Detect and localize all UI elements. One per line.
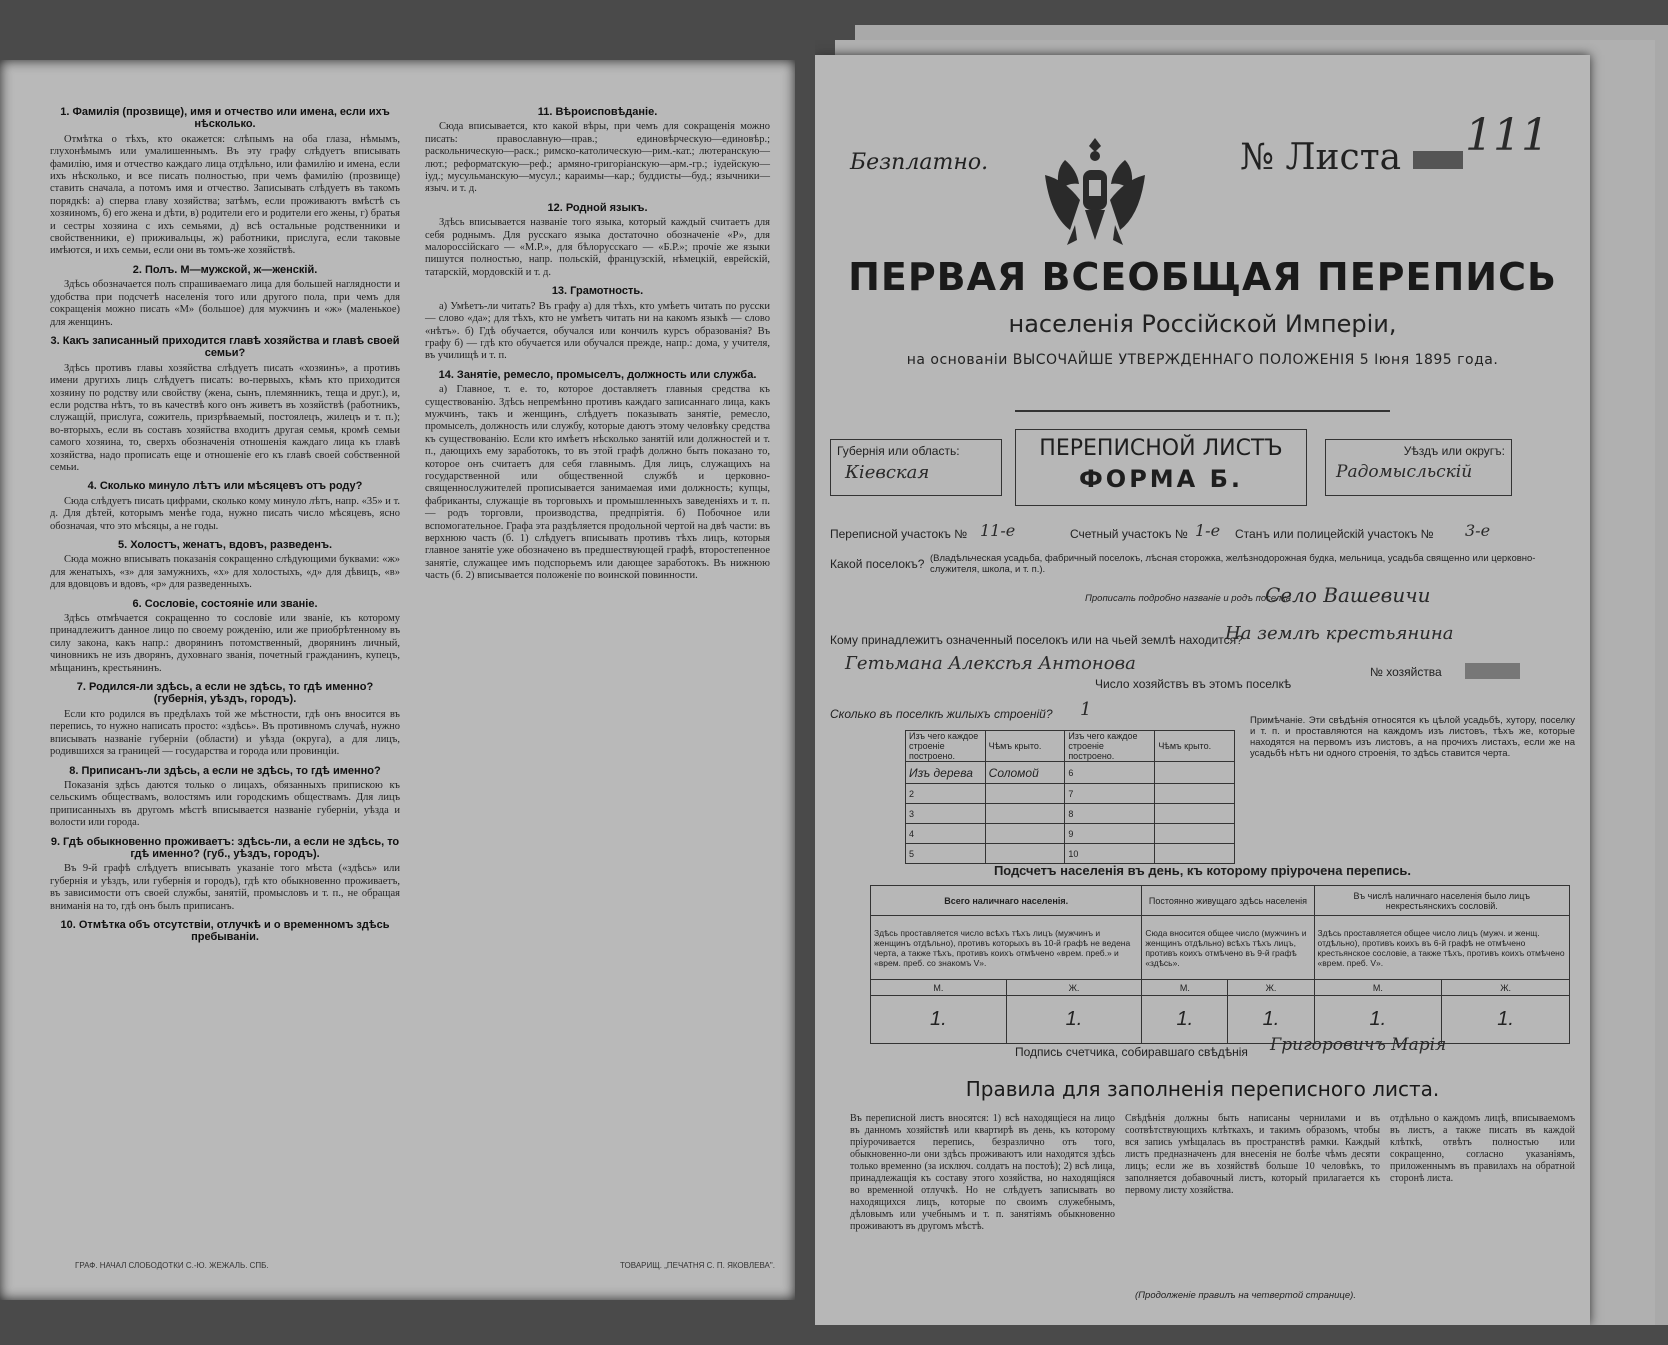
- poselok-hint-2: Прописать подробно названіе и родъ поселка: [1085, 593, 1292, 604]
- rules-column-1: Въ переписной листъ вносятся: 1) всѣ находящіеся на лицо въ данномъ хозяйствѣ или квартирѣ въ день, къ которому пріурочивается перепись, безразлично отъ того, обыкновенно-ли они здѣсь проживаютъ или находятся здѣсь только временно (за исключ. солдатъ на постоѣ); 2) всѣ лица, принадлежащія къ составу этого хозяйства, но находящіяся во временной отлучкѣ. Но не слѣдуетъ записывать во находящихся лицъ, которые по своимъ служебнымъ, дѣловымъ или учебнымъ и т. п. занятіямъ обыкновенно проживаютъ въ другомъ мѣстѣ.: [850, 1113, 1115, 1232]
- gubernia-label: Губернія или область:: [837, 444, 960, 458]
- total-female-count: 1.: [1006, 996, 1142, 1044]
- row-2-roof: [985, 784, 1065, 804]
- row-10-roof: [1155, 844, 1235, 864]
- section-4-heading: 4. Сколько минуло лѣтъ или мѣсяцевъ отъ роду?: [87, 480, 363, 493]
- printer-footer-left: ГРАФ. НАЧАЛ СЛОБОДОТКИ С.-Ю. ЖЕЖАЛЬ. СПБ.: [75, 1261, 269, 1270]
- perepis-uchastok-label: Переписной участокъ №: [830, 527, 968, 541]
- row-1-material: Изъ дерева: [906, 762, 986, 784]
- form-type: ФОРМА Б.: [1078, 465, 1243, 493]
- col-material-header: Изъ чего каждое строеніе построено.: [906, 731, 986, 762]
- section-6-text: Здѣсь отмѣчается сокращенно то сословіе или званіе, къ которому принадлежитъ данное лицо по своему рожденію, или же приобрѣтенному въ силу закона, какъ напр.: дворянинъ потомственный, дворянинъ личный, чиновникъ не изъ дворянъ, духовнаго званія, почетный гражданинъ, купецъ, мѣщанинъ, крестьянинъ.: [50, 613, 400, 674]
- sheet-number-value: 111: [1465, 110, 1549, 161]
- section-9-text: Въ 9-й графѣ слѣдуетъ вписывать указаніе того мѣста («здѣсь» или губернія и уѣздъ, или губернія и городъ), гдѣ кто обыкновенно проживаетъ, въ зависимости отъ своей службы, занятій, промысловъ и т. п., не обращая вниманія на то, гдѣ онъ былъ приписанъ.: [50, 863, 400, 912]
- section-7-text: Если кто родился въ предѣлахъ той же мѣстности, гдѣ онъ вносится въ перепись, то нужно написать просто: «здѣсь». Въ противномъ случаѣ, нужно вписывать названіе губерніи (области) и уѣзда (округа), а для лицъ, родившихся за границей — государства и города или провинціи.: [50, 708, 400, 758]
- section-2-heading: 2. Полъ. М—мужской, ж—женскій.: [132, 263, 318, 276]
- section-1-text: Отмѣтка о тѣхъ, кто окажется: слѣпымъ на оба глаза, нѣмымъ, глухонѣмымъ или умалишеннымъ. Въ эту графу слѣдуетъ вписывать фамилію, имя и отчество каждаго лица отдѣльно, или фамилію и имена, если ихъ нѣсколько, и все писать полностью, при чемъ фамилію (прозвище) ставить сначала, а потомъ имя и отчество. Записывать слѣдуетъ въ такомъ порядкѣ: а) сперва главу хозяйства; затѣмъ, если проживаютъ вмѣстѣ съ хозяиномъ, б) его жена и дѣти, в) родители его и родители его жены, г) братья и сестры хозяина с ихъ семьями, д) всѣ остальные родственники и свойственники, е) приживальцы, ж) работники, прислуга, если таковые имѣются, и ихъ семьи, если они въ томъ-же хозяйствѣ.: [50, 133, 400, 257]
- section-13-heading: 13. Грамотность.: [551, 285, 644, 298]
- section-12-heading: 12. Родной языкъ.: [547, 201, 648, 214]
- non-peasant-male-count: 1.: [1314, 996, 1442, 1044]
- row-5-roof: [985, 844, 1065, 864]
- household-number-label: № хозяйства: [1370, 665, 1442, 679]
- sheet-number-label: [1240, 137, 1463, 178]
- instructions-column-2: [425, 100, 770, 587]
- non-peasant-female-count: 1.: [1442, 996, 1570, 1044]
- rules-title: Правила для заполненія переписного листа.: [965, 1077, 1440, 1101]
- section-6-heading: 6. Сословіе, состояніе или званіе.: [132, 597, 318, 610]
- row-6-number: 6: [1065, 762, 1155, 784]
- section-12-text: Здѣсь вписывается названіе того языка, который каждый считаетъ для себя роднымъ. Для русскаго языка достаточно обозначеніе «Р», для малороссійскаго — «М.Р.», для бѣлорусскаго — «Б.Р.»; прочіе же языки пишутся полностью, напр. польскій, французскій, нѣмецкій, еврейскій, татарскій, мордовскій и т. д.: [425, 217, 770, 278]
- schetny-uchastok-label: Счетный участокъ №: [1070, 527, 1188, 541]
- permanent-population-header: Постоянно живущаго здѣсь населенія: [1142, 886, 1314, 916]
- owner-label: Кому принадлежитъ означенный поселокъ или на чьей землѣ находится?: [830, 633, 1243, 647]
- total-male-header: М.: [871, 980, 1007, 996]
- section-2-text: Здѣсь обозначается полъ спрашиваемаго лица для большей наглядности и удобства при подсчетѣ населенія того или другого пола, при чемъ для сокращенія можно писать «М» (большое) для мужчинъ и «ж» (маленькое) для женщинъ.: [50, 279, 400, 328]
- uezd-label: Уѣздъ или округъ:: [1403, 444, 1505, 458]
- permanent-female-header: Ж.: [1228, 980, 1314, 996]
- section-11-heading: 11. Вѣроисповѣданіе.: [537, 106, 658, 118]
- permanent-population-description: Сюда вносится общее число (мужчинъ и женщинъ отдѣльно) всѣхъ тѣхъ лицъ, противъ коихъ отмѣчено въ 9-й графѣ «здѣсь».: [1142, 916, 1314, 980]
- sheet-number-prefix: № Листа: [1240, 137, 1402, 178]
- perepis-uchastok-value: 11-е: [980, 521, 1016, 540]
- instructions-column-1: [50, 100, 400, 947]
- household-number-redaction: [1465, 663, 1520, 679]
- stan-value: 3-е: [1465, 521, 1491, 540]
- population-count-table: [870, 885, 1570, 1044]
- row-4-roof: [985, 824, 1065, 844]
- row-4-number: 4: [906, 824, 986, 844]
- poselok-value: Село Вашевичи: [1265, 583, 1431, 607]
- row-10-number: 10: [1065, 844, 1155, 864]
- title-divider: [1015, 410, 1390, 412]
- sheet-title-box: [1015, 429, 1307, 506]
- section-14-text: а) Главное, т. е. то, которое доставляетъ главныя средства къ существованію. Здѣсь непремѣнно противъ каждаго записаннаго лица, какъ мужчинъ, такъ и женщинъ, слѣдуетъ показывать занятіе, ремесло, промыселъ, должность или службу, которые даютъ этому человѣку средства къ существованію. Если кто имѣетъ нѣсколько занятій или должностей и т. п., дающихъ ему заработокъ, то въ этой графѣ должно быть показано то, которое онъ считаетъ для себя главнымъ. Для лицъ, служащихъ на государственной или общественной службѣ и церковно-священнослужителей прописывается занимаемая ими должность; купцы, фабриканты, служащіе въ торговыхъ и промышленныхъ заведеніяхъ и т. п. — родъ торговли, производства, предпріятія. б) Побочное или вспомогательное. Графа эта раздѣляется продольной чертой на двѣ части: въ верхнюю часть (б. 1) слѣдуетъ вписывать противъ тѣхъ лицъ, которыя главное занятіе уже обозначено въ предшествующей графѣ, второстепенное занятіе, служащее имъ подспорьемъ или дающее заработокъ. Въ нижнюю часть (б. 2) вписывается положеніе по воинской повинности.: [425, 384, 770, 582]
- row-5-number: 5: [906, 844, 986, 864]
- buildings-value: 1: [1080, 699, 1092, 720]
- owner-value-2: Гетьмана Алексѣя Антонова: [845, 653, 1136, 674]
- section-13-text: а) Умѣетъ-ли читать? Въ графу а) для тѣхъ, кто умѣетъ читать по русски — слово «да»; для тѣхъ, кто не умѣетъ читать ни на какомъ языкѣ — слово «нѣтъ». б) Гдѣ обучается, обучался или кончилъ курсъ образованія? Въ графу б) — гдѣ кто обучается или обучался прежде, напр.: дома, у учителя, въ училищѣ и т. п.: [425, 300, 770, 362]
- row-7-number: 7: [1065, 784, 1155, 804]
- buildings-table: [905, 730, 1235, 864]
- row-3-number: 3: [906, 804, 986, 824]
- section-3-heading: 3. Какъ записанный приходится главѣ хозяйства и главѣ своей семьи?: [50, 334, 400, 360]
- permanent-female-count: 1.: [1228, 996, 1314, 1044]
- non-peasant-header: Въ числѣ наличнаго населенія было лицъ некрестьянскихъ сословій.: [1314, 886, 1569, 916]
- household-count-label: Число хозяйствъ въ этомъ поселкѣ: [1095, 677, 1292, 691]
- census-form-page: [815, 25, 1668, 1325]
- total-male-count: 1.: [871, 996, 1007, 1044]
- census-title: ПЕРВАЯ ВСЕОБЩАЯ ПЕРЕПИСЬ: [848, 255, 1557, 299]
- col-roof-header-2: Чѣмъ крыто.: [1155, 731, 1235, 762]
- permanent-male-header: М.: [1142, 980, 1228, 996]
- rules-column-3: отдѣльно о каждомъ лицѣ, вписываемомъ въ листъ, а также писать въ каждой клѣткѣ, отвѣтъ полностью или сокращенно, согласно указаніямъ, приложеннымъ въ правилахъ на обратной сторонѣ листа.: [1390, 1113, 1575, 1184]
- uezd-box: [1325, 439, 1512, 496]
- section-7-heading: 7. Родился-ли здѣсь, а если не здѣсь, то гдѣ именно? (губернія, уѣздъ, городъ).: [76, 681, 374, 706]
- col-roof-header: Чѣмъ крыто.: [985, 731, 1065, 762]
- gubernia-box: [830, 439, 1002, 496]
- printer-footer-right: ТОВАРИЩ. „ПЕЧАТНЯ С. П. ЯКОВЛЕВА".: [620, 1261, 775, 1270]
- section-10-heading: 10. Отмѣтка объ отсутствіи, отлучкѣ и о временномъ здѣсь пребываніи.: [60, 918, 390, 944]
- census-form-sheet: [815, 55, 1590, 1325]
- enumerator-signature: Григоровичъ Марія: [1270, 1035, 1447, 1055]
- section-14-heading: 14. Занятіе, ремесло, промыселъ, должность или служба.: [438, 368, 757, 381]
- uezd-value: Радомысльскій: [1336, 462, 1473, 482]
- buildings-label: Сколько въ поселкѣ жилыхъ строеній?: [830, 707, 1053, 721]
- row-1-roof: Соломой: [985, 762, 1065, 784]
- row-8-roof: [1155, 804, 1235, 824]
- row-3-roof: [985, 804, 1065, 824]
- redaction-box: [1413, 151, 1463, 169]
- permanent-male-count: 1.: [1142, 996, 1228, 1044]
- enumerator-signature-label: Подпись счетчика, собиравшаго свѣдѣнія: [1015, 1045, 1248, 1059]
- population-count-title: Подсчетъ населенія въ день, къ которому пріурочена перепись.: [993, 863, 1412, 878]
- rules-column-2: Свѣдѣнія должны быть написаны чернилами и въ соотвѣтствующихъ клѣткахъ, и такимъ образомъ, чтобы вся запись умѣщалась въ пространствѣ рамки. Каждый листъ предназначенъ для внесенія не болѣе чѣмъ десяти лицъ; если же въ хозяйствѣ больше 10 человѣкъ, то заполняется добавочный листъ, который прилагается къ первому листу хозяйства.: [1125, 1113, 1380, 1196]
- row-7-roof: [1155, 784, 1235, 804]
- row-2-number: 2: [906, 784, 986, 804]
- non-peasant-description: Здѣсь проставляется общее число лицъ (мужч. и женщ. отдѣльно), противъ коихъ въ 6-й графѣ не отмѣчено крестьянское сословіе, а также тѣхъ, противъ коихъ отмѣчено «врем. преб. V».: [1314, 916, 1569, 980]
- section-8-text: Показанія здѣсь даются только о лицахъ, обязанныхъ припискою къ сельскимъ обществамъ, волостямъ или городскимъ обществамъ. Для лицъ приписанныхъ въ другомъ мѣстѣ вписывается названіе губерніи, уѣзда и волости или города.: [50, 779, 400, 829]
- census-subtitle: населенія Россійской Имперіи,: [1008, 310, 1397, 338]
- section-1-heading: 1. Фамилія (прозвище), имя и отчество или имена, если ихъ нѣсколько.: [60, 106, 390, 131]
- row-9-number: 9: [1065, 824, 1155, 844]
- schetny-uchastok-value: 1-е: [1195, 521, 1221, 540]
- census-legal-basis: на основаніи ВЫСОЧАЙШЕ УТВЕРЖДЕННАГО ПОЛОЖЕНІЯ 5 Іюня 1895 года.: [906, 352, 1499, 368]
- sheet-title: ПЕРЕПИСНОЙ ЛИСТЪ: [1039, 436, 1283, 461]
- total-female-header: Ж.: [1006, 980, 1142, 996]
- stan-label: Станъ или полицейскій участокъ №: [1235, 527, 1434, 541]
- section-9-heading: 9. Гдѣ обыкновенно проживаетъ: здѣсь-ли, а если не здѣсь, то гдѣ именно? (губ., уѣздъ, городъ).: [50, 835, 400, 860]
- double-headed-eagle-emblem: [1035, 130, 1155, 260]
- section-11-text: Сюда вписывается, кто какой вѣры, при чемъ для сокращенія можно писать: православную—прав.; единовѣрческую—единовѣр.; раскольническую—раск.; римско-католическую—рим.-кат.; лютеранскую—лют.; реформатскую—реф.; армяно-григоріанскую—арм.-гр.; іудейскую—іуд.; мусульманскую—мусул.; караимы—кар.; буддисты—буд.; язычники—языч. и т. д.: [425, 121, 770, 195]
- row-6-roof: [1155, 762, 1235, 784]
- gubernia-value: Кіевская: [845, 462, 930, 483]
- poselok-label: Какой поселокъ?: [830, 557, 925, 571]
- total-population-description: Здѣсь проставляется число всѣхъ тѣхъ лицъ (мужчинъ и женщинъ отдѣльно), противъ которыхъ въ 10-й графѣ не ведена черта, а также тѣхъ, противъ коихъ отмѣчено «врем. преб.» и «врем. преб. со знакомъ V».: [871, 916, 1142, 980]
- instructions-page: [0, 60, 795, 1300]
- total-population-header: Всего наличнаго населенія.: [871, 886, 1142, 916]
- row-8-number: 8: [1065, 804, 1155, 824]
- section-4-text: Сюда слѣдуетъ писать цифрами, сколько кому минуло лѣтъ, напр. «35» и т. д. Для дѣтей, которымъ менѣе года, нужно писать число мѣсяцевъ, ясно обозначая, что это мѣсяцы, а не годы.: [50, 495, 400, 532]
- non-peasant-male-header: М.: [1314, 980, 1442, 996]
- header-band: [815, 429, 1590, 507]
- row-9-roof: [1155, 824, 1235, 844]
- poselok-hint: (Владѣльческая усадьба, фабричный поселокъ, лѣсная сторожка, желѣзнодорожная будка, мельница, усадьба священно или церковно-служителя, школа, и т. п.).: [930, 553, 1536, 575]
- buildings-note: Примѣчаніе. Эти свѣдѣнія относятся къ цѣлой усадьбѣ, хутору, поселку и т. п. и проставляются на каждомъ изъ листовъ, тѣхъ же, которые находятся на первомъ изъ листовъ, а на прочихъ листахъ, если же на усадьбѣ нѣтъ ни одного строенія, то здѣсь ставится черта.: [1250, 715, 1575, 759]
- section-5-heading: 5. Холостъ, женатъ, вдовъ, разведенъ.: [117, 539, 333, 551]
- section-3-text: Здѣсь противъ главы хозяйства слѣдуетъ писать «хозяинъ», а противъ имени другихъ лицъ слѣдуетъ писать: во-первыхъ, кѣмъ кто приходится хозяину по родству или свойству (жена, сынъ, племянникъ, теща и друг.), и, если родства нѣтъ, то въ качествѣ кого онъ живетъ въ хозяйствѣ (работникъ, служащій, прислуга, сожитель, призрѣваемый, постоялецъ, жилецъ и т. п.); во-вторыхъ, если въ составъ хозяйства входитъ другая семья, кромѣ семьи самого хозяина, то, сверхъ обозначенія отношенія каждаго лица къ главѣ хозяйства, надо прописать еще и отношеніе его къ главѣ своей собственной семьи.: [50, 362, 400, 473]
- free-label: Безплатно.: [850, 150, 989, 175]
- col-material-header-2: Изъ чего каждое строеніе построено.: [1065, 731, 1155, 762]
- section-5-text: Сюда можно вписывать показанія сокращенно слѣдующими буквами: «ж» для женатыхъ, «з» для замужнихъ, «х» для холостыхъ, «д» для дѣвицъ, «в» для вдовцовъ и вдовъ, «р» для разведенныхъ.: [50, 554, 400, 591]
- section-8-heading: 8. Приписанъ-ли здѣсь, а если не здѣсь, то гдѣ именно?: [69, 764, 381, 777]
- rules-continued-note: (Продолженіе правилъ на четвертой странице).: [1135, 1290, 1356, 1301]
- owner-value-1: На землѣ крестьянина: [1225, 623, 1454, 644]
- non-peasant-female-header: Ж.: [1442, 980, 1570, 996]
